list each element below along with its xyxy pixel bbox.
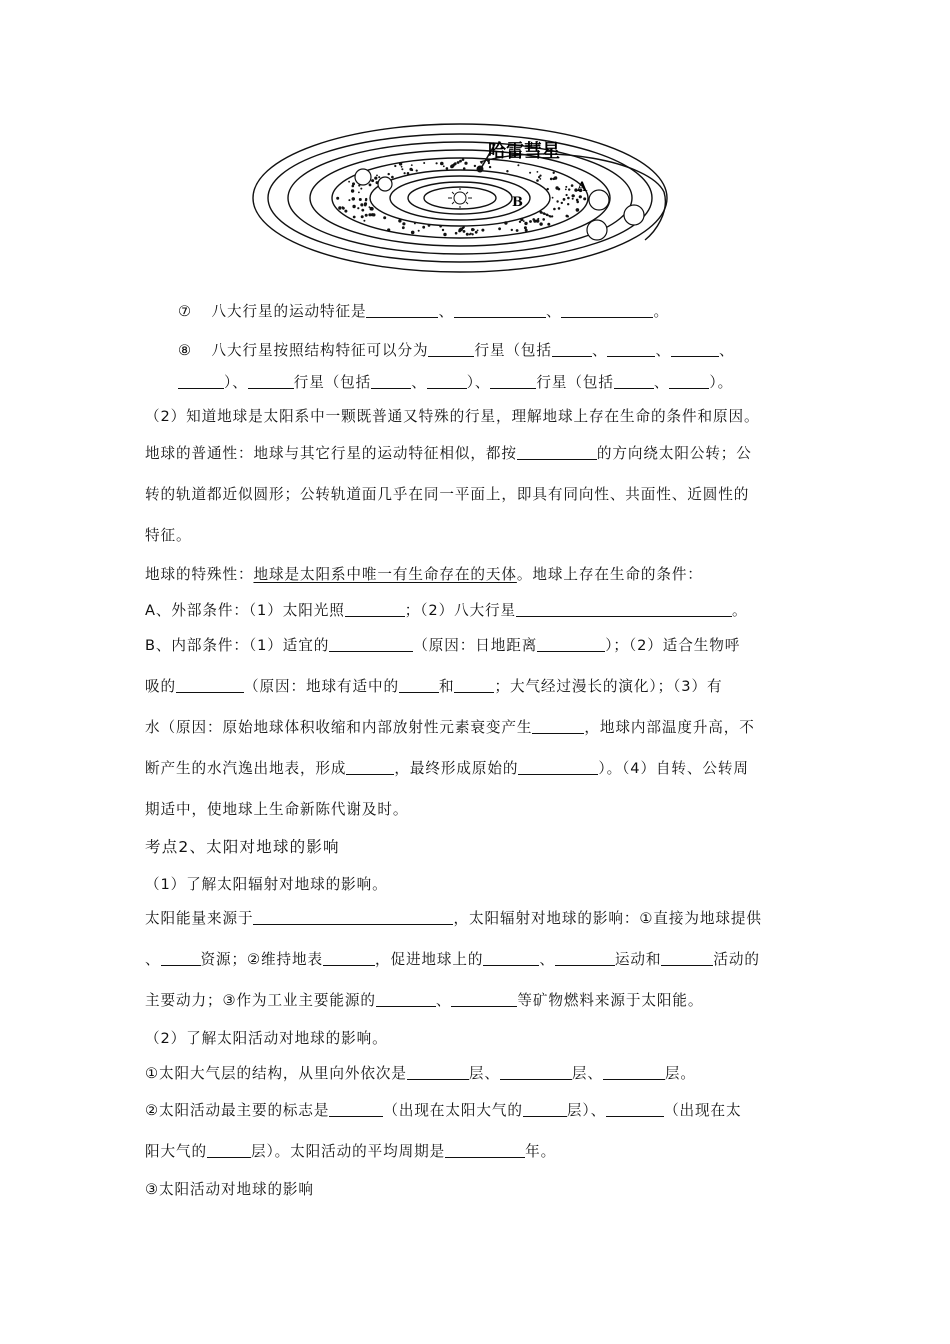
asteroid-dot — [443, 165, 445, 167]
asteroid-dot — [374, 177, 377, 180]
asteroid-dot — [369, 184, 372, 187]
text: 层、 — [571, 1065, 603, 1082]
asteroid-dot — [539, 178, 541, 180]
blank[interactable] — [248, 374, 294, 389]
asteroid-dot — [459, 160, 462, 163]
asteroid-dot — [428, 224, 431, 227]
asteroid-dot — [547, 188, 549, 190]
text: ）；（2）适合生物呼 — [605, 637, 741, 654]
blank[interactable] — [661, 951, 713, 966]
asteroid-dot — [416, 170, 418, 172]
asteroid-dot — [457, 161, 460, 164]
asteroid-dot — [511, 229, 513, 231]
asteroid-dot — [378, 176, 380, 178]
asteroid-dot — [436, 162, 438, 164]
internal-line-3 — [145, 718, 755, 738]
punct: 。 — [732, 602, 748, 619]
asteroid-dot — [361, 215, 364, 218]
activity-line-2 — [145, 1101, 742, 1121]
asteroid-dot — [423, 162, 425, 164]
q7-marker: ⑦ — [178, 303, 192, 320]
q8-text: 八大行星按照结构特征可以分为 — [211, 342, 429, 359]
q7-text: 八大行星的运动特征是 — [211, 303, 367, 320]
asteroid-dot — [387, 228, 390, 231]
asteroid-dot — [565, 189, 567, 191]
asteroid-dot — [404, 172, 406, 174]
asteroid-dot — [563, 198, 566, 201]
blank[interactable] — [399, 678, 439, 693]
asteroid-dot — [554, 176, 557, 179]
asteroid-dot — [547, 214, 549, 216]
text: 年。 — [525, 1143, 557, 1160]
asteroid-dot — [566, 194, 568, 196]
asteroid-dot — [363, 220, 365, 222]
text: ②太阳活动最主要的标志是 — [145, 1102, 330, 1119]
q8-marker: ⑧ — [178, 342, 192, 359]
asteroid-dot — [471, 233, 473, 235]
asteroid-dot — [541, 212, 543, 214]
asteroid-dot — [498, 227, 501, 230]
asteroid-dot — [414, 222, 416, 224]
blank[interactable] — [346, 760, 394, 775]
blank[interactable] — [523, 1102, 567, 1117]
asteroid-dot — [464, 162, 467, 165]
blank[interactable] — [603, 1065, 665, 1080]
asteroid-dot — [361, 209, 364, 212]
asteroid-dot — [338, 206, 341, 209]
blank[interactable] — [371, 374, 411, 389]
text: 断产生的水汽逸出地表，形成 — [145, 760, 347, 777]
asteroid-dot — [351, 189, 354, 192]
asteroid-dot — [463, 230, 466, 233]
text: 等矿物燃料来源于太阳能。 — [517, 992, 704, 1009]
asteroid-dot — [561, 202, 563, 204]
blank[interactable] — [518, 760, 598, 775]
blank[interactable] — [490, 374, 536, 389]
text: （出现在太阳大气的 — [383, 1102, 523, 1119]
text: ；（2）八大行星 — [404, 602, 517, 619]
asteroid-dot — [357, 207, 359, 209]
asteroid-dot — [401, 166, 403, 168]
text: 地球的普通性：地球与其它行星的运动特征相似，都按 — [145, 445, 517, 462]
asteroid-dot — [463, 167, 466, 170]
blank[interactable] — [532, 719, 584, 734]
asteroid-dot — [399, 162, 402, 165]
asteroid-dot — [567, 197, 570, 200]
blank[interactable] — [428, 342, 474, 357]
text: 和 — [438, 678, 455, 695]
asteroid-dot — [579, 195, 582, 198]
asteroid-dot — [336, 197, 339, 200]
asteroid-dot — [475, 231, 478, 234]
blank[interactable] — [329, 637, 413, 652]
asteroid-dot — [439, 225, 442, 228]
asteroid-dot — [519, 221, 521, 223]
activity-line-1 — [145, 1064, 696, 1084]
asteroid-dot — [418, 230, 420, 232]
internal-line-1 — [145, 636, 740, 656]
q7-line — [178, 302, 669, 322]
asteroid-dot — [360, 188, 362, 190]
separator: 、 — [718, 342, 735, 359]
asteroid-dot — [402, 222, 405, 225]
blank[interactable] — [537, 637, 605, 652]
external-conditions — [145, 601, 748, 621]
blank[interactable] — [161, 951, 201, 966]
blank[interactable] — [451, 992, 517, 1007]
activity-line-4: ③太阳活动对地球的影响 — [145, 1181, 314, 1198]
asteroid-dot — [568, 188, 570, 190]
blank[interactable] — [176, 678, 244, 693]
asteroid-dot — [489, 166, 491, 168]
section-heading: 考点2、太阳对地球的影响 — [145, 838, 340, 856]
blank[interactable] — [454, 678, 494, 693]
asteroid-dot — [353, 216, 356, 219]
asteroid-dot — [556, 200, 558, 202]
asteroid-dot — [360, 203, 363, 206]
blank[interactable] — [483, 951, 539, 966]
separator: 、 — [655, 342, 671, 359]
asteroid-dot — [520, 218, 523, 221]
asteroid-dot — [571, 184, 574, 187]
text: 吸的 — [145, 678, 176, 695]
planet-icon — [624, 205, 644, 225]
asteroid-dot — [364, 204, 367, 207]
text: ，促进地球上的 — [374, 951, 484, 968]
asteroid-dot — [547, 223, 550, 226]
text: 层、 — [468, 1065, 500, 1082]
asteroid-dot — [469, 233, 471, 235]
asteroid-dot — [553, 208, 556, 211]
asteroid-dot — [544, 213, 546, 215]
planet-icon — [355, 169, 371, 185]
asteroid-dot — [537, 171, 539, 173]
text: （原因：日地距离 — [413, 637, 538, 654]
q8-line-2 — [178, 373, 733, 393]
asteroid-dot — [542, 218, 545, 221]
text: ，最终形成原始的 — [394, 760, 519, 777]
asteroid-dot — [529, 220, 532, 223]
asteroid-dot — [365, 199, 367, 201]
asteroid-dot — [550, 178, 553, 181]
blank[interactable] — [516, 602, 732, 617]
asteroid-dot — [550, 216, 552, 218]
text: ①太阳大气层的结构，从里向外依次是 — [145, 1065, 407, 1082]
separator: 、 — [411, 374, 427, 391]
q8-text: ）、 — [466, 374, 491, 391]
blank[interactable] — [517, 445, 597, 460]
internal-line-4 — [145, 759, 749, 779]
asteroid-dot — [391, 176, 394, 179]
asteroid-dot — [422, 226, 425, 229]
asteroid-dot — [529, 172, 531, 174]
asteroid-dot — [462, 158, 465, 161]
text: 活动的 — [713, 951, 760, 968]
q8-text: 行星（包括 — [474, 342, 552, 359]
asteroid-dot — [555, 186, 558, 189]
label-b: B — [512, 195, 523, 210]
asteroid-dot — [553, 172, 555, 174]
subsection-1: （1）了解太阳辐射对地球的影响。 — [145, 876, 388, 893]
blank[interactable] — [614, 374, 654, 389]
asteroid-dot — [552, 197, 554, 199]
text: ；大气经过漫长的演化）；（3）有 — [494, 678, 723, 695]
blank[interactable] — [407, 1065, 469, 1080]
asteroid-dot — [365, 214, 368, 217]
asteroid-dot — [583, 197, 586, 200]
text: B、内部条件：（1）适宜的 — [145, 637, 330, 654]
asteroid-dot — [352, 197, 355, 200]
asteroid-dot — [517, 164, 519, 166]
asteroid-dot — [524, 222, 527, 225]
comet-label: 哈雷彗星 — [488, 141, 560, 162]
asteroid-dot — [446, 167, 449, 170]
text: （原因：地球有适中的 — [244, 678, 399, 695]
asteroid-dot — [523, 220, 525, 222]
blank[interactable] — [253, 910, 453, 925]
separator: 、 — [438, 303, 454, 320]
separator: 、 — [545, 303, 562, 320]
blank[interactable] — [427, 374, 467, 389]
blank[interactable] — [445, 1143, 525, 1158]
text: 层）。太阳活动的平均周期是 — [250, 1143, 446, 1160]
asteroid-dot — [536, 179, 539, 182]
asteroid-dot — [368, 213, 371, 216]
planet-icon — [378, 177, 392, 191]
blank[interactable] — [606, 1102, 664, 1117]
text: 的方向绕太阳公转；公 — [596, 445, 752, 462]
asteroid-dot — [573, 195, 575, 197]
blank[interactable] — [366, 303, 438, 318]
blank[interactable] — [207, 1143, 251, 1158]
blank[interactable] — [671, 342, 719, 357]
asteroid-dot — [455, 232, 458, 235]
asteroid-dot — [352, 182, 355, 185]
blank[interactable] — [345, 602, 405, 617]
asteroid-dot — [443, 233, 446, 236]
q8-text: ）、 — [224, 374, 248, 391]
asteroid-dot — [477, 230, 479, 232]
blank[interactable] — [555, 951, 615, 966]
separator: 、 — [653, 374, 670, 391]
asteroid-dot — [459, 228, 462, 231]
asteroid-dot — [376, 175, 378, 177]
asteroid-dot — [394, 165, 396, 167]
special-line — [145, 565, 703, 585]
blank[interactable] — [561, 303, 653, 318]
ordinary-line-1 — [145, 444, 752, 464]
label-a: A — [577, 180, 588, 195]
asteroid-dot — [442, 229, 444, 231]
asteroid-dot — [576, 208, 580, 212]
asteroid-dot — [567, 203, 569, 205]
asteroid-dot — [342, 206, 344, 208]
text: 太阳能量来源于 — [145, 910, 254, 927]
asteroid-dot — [358, 192, 360, 194]
q8-text: 行星（包括 — [293, 374, 372, 391]
underlined-text: 地球是太阳系中唯一有生命存在的天体 — [253, 566, 517, 583]
text: 地球的特殊性： — [145, 566, 254, 583]
asteroid-dot — [474, 165, 476, 167]
planet-icon — [587, 220, 607, 240]
asteroid-dot — [488, 162, 490, 164]
asteroid-dot — [344, 210, 347, 213]
asteroid-dot — [576, 201, 579, 204]
text: 。地球上存在生命的条件： — [516, 566, 703, 583]
asteroid-dot — [407, 172, 410, 175]
asteroid-dot — [359, 198, 362, 201]
asteroid-dot — [383, 216, 386, 219]
asteroid-dot — [388, 173, 390, 175]
asteroid-dot — [370, 207, 374, 211]
asteroid-dot — [537, 218, 539, 220]
asteroid-dot — [409, 168, 412, 171]
asteroid-dot — [538, 176, 540, 178]
text: 资源；②维持地表 — [200, 951, 323, 968]
asteroid-dot — [411, 231, 415, 235]
asteroid-dot — [466, 233, 469, 236]
text: 、 — [539, 951, 555, 968]
solar-system-diagram — [250, 122, 672, 287]
radiation-line-1 — [145, 909, 762, 929]
text: 、 — [435, 992, 452, 1009]
text: ）。（4）自转、公转周 — [598, 760, 749, 777]
asteroid-dot — [348, 199, 350, 201]
text: 水（原因：原始地球体积收缩和内部放射性元素衰变产生 — [145, 719, 533, 736]
asteroid-dot — [506, 170, 508, 172]
asteroid-dot — [348, 181, 350, 183]
sun-icon — [448, 188, 472, 208]
text: A、外部条件：（1）太阳光照 — [145, 602, 345, 619]
asteroid-dot — [567, 215, 569, 217]
blank[interactable] — [323, 951, 375, 966]
asteroid-dot — [525, 229, 528, 232]
text: 运动和 — [614, 951, 662, 968]
asteroid-dot — [572, 198, 574, 200]
text: 主要动力；③作为工业主要能源的 — [145, 992, 376, 1009]
blank[interactable] — [329, 1102, 383, 1117]
blank[interactable] — [607, 342, 655, 357]
asteroid-dot — [398, 219, 401, 222]
asteroid-dot — [481, 162, 483, 164]
blank[interactable] — [178, 374, 224, 389]
asteroid-dot — [516, 229, 519, 232]
activity-line-3 — [145, 1142, 556, 1162]
blank[interactable] — [454, 303, 546, 318]
asteroid-dot — [472, 229, 474, 231]
q8-line-1 — [178, 341, 734, 361]
blank[interactable] — [669, 374, 709, 389]
asteroid-dot — [539, 222, 542, 225]
ordinary-line-2: 转的轨道都近似圆形；公转轨道面几乎在同一平面上，即具有同向性、共面性、近圆性的 — [145, 486, 750, 503]
blank[interactable] — [552, 342, 592, 357]
radiation-line-2 — [145, 950, 760, 970]
asteroid-dot — [558, 207, 561, 210]
separator: 、 — [591, 342, 608, 359]
text: ，地球内部温度升高，不 — [584, 719, 755, 736]
q8-text: ）。 — [709, 374, 734, 391]
radiation-line-3 — [145, 991, 703, 1011]
ordinary-line-3: 特征。 — [145, 527, 192, 544]
asteroid-dot — [532, 218, 535, 221]
text: 阳大气的 — [145, 1143, 207, 1160]
asteroid-dot — [565, 186, 567, 188]
asteroid-dot — [411, 164, 413, 166]
asteroid-dot — [371, 179, 374, 182]
planet-icon — [589, 190, 609, 210]
asteroid-dot — [481, 229, 484, 232]
text: 、 — [145, 951, 161, 968]
section-title: （2）知道地球是太阳系中一颗既普通又特殊的行星，理解地球上存在生命的条件和原因。 — [145, 408, 760, 425]
asteroid-dot — [454, 162, 457, 165]
internal-line-5: 期适中，使地球上生命新陈代谢及时。 — [145, 801, 409, 818]
asteroid-dot — [402, 226, 405, 229]
asteroid-dot — [504, 221, 507, 224]
blank[interactable] — [376, 992, 436, 1007]
text: 层）、 — [566, 1102, 607, 1119]
text: ，太阳辐射对地球的影响：①直接为地球提供 — [453, 910, 762, 927]
q8-text: 行星（包括 — [536, 374, 614, 391]
blank[interactable] — [500, 1065, 572, 1080]
internal-line-2 — [145, 677, 722, 697]
punct: 。 — [653, 303, 669, 320]
asteroid-dot — [440, 162, 444, 166]
text: 层。 — [664, 1065, 696, 1082]
text: （出现在太 — [664, 1102, 742, 1119]
asteroid-dot — [352, 205, 355, 208]
asteroid-dot — [401, 168, 403, 170]
subsection-2: （2）了解太阳活动对地球的影响。 — [145, 1030, 388, 1047]
